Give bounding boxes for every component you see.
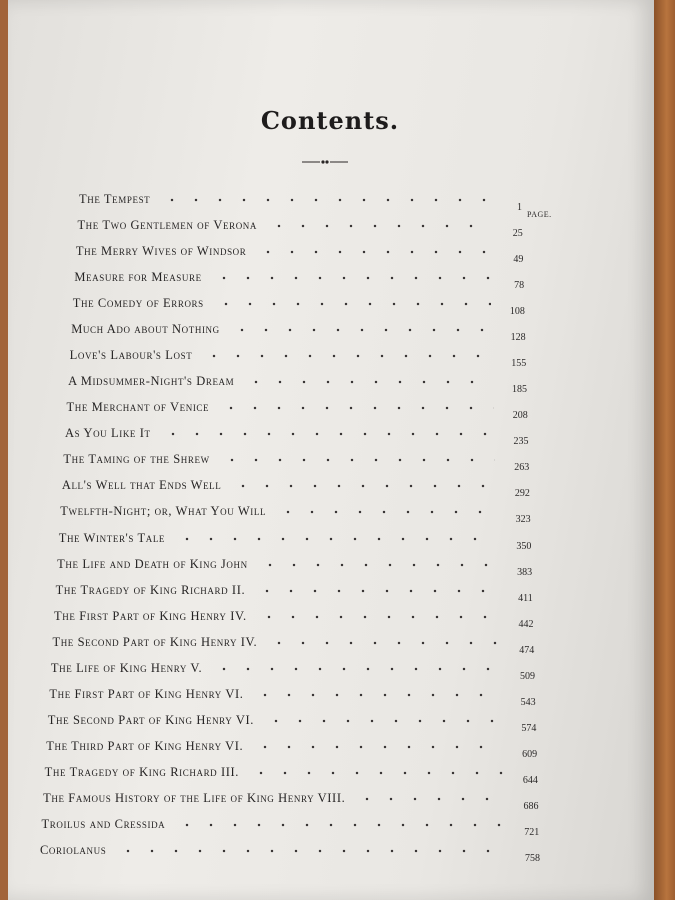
toc-entry [57, 557, 532, 577]
toc-entry-title: Measure for Measure [74, 270, 202, 285]
toc-entry-page: 49 [513, 254, 524, 266]
dot-leader [214, 302, 491, 306]
toc-entry [56, 583, 533, 603]
dot-leader [258, 563, 498, 567]
toc-entry-page: 474 [519, 644, 535, 656]
toc-entry-page: 155 [511, 358, 527, 370]
dot-leader [219, 406, 494, 410]
dot-leader [276, 510, 497, 514]
toc-entry-page: 411 [518, 592, 533, 604]
toc-entry [51, 661, 535, 681]
dot-leader [253, 745, 503, 749]
toc-entry-page: 128 [510, 332, 526, 344]
toc-entry [67, 400, 528, 420]
dot-leader [160, 198, 488, 202]
toc-entry-page: 609 [522, 748, 538, 760]
toc-entry-page: 721 [524, 826, 540, 838]
dot-leader [212, 276, 490, 280]
toc-entry [68, 374, 527, 394]
toc-entry-title: The Tempest [79, 192, 151, 206]
toc-entry-page: 78 [514, 280, 525, 292]
dot-leader [231, 484, 496, 488]
toc-entry-title: Troilus and Cressida [41, 816, 166, 831]
toc-entry [70, 348, 527, 368]
toc-entry-title: Love's Labour's Lost [69, 348, 193, 363]
toc-entry-page: 442 [518, 618, 534, 630]
toc-entry-page: 543 [520, 696, 536, 708]
toc-entry-title: The Winter's Tale [58, 530, 166, 545]
toc-entry [60, 504, 530, 524]
toc-entry-title: The First Part of King Henry IV. [54, 608, 247, 623]
toc-entry-page: 350 [516, 540, 532, 552]
toc-entry-title: The Famous History of the Life of King Henry VIII. [43, 790, 346, 805]
toc-entry-title: The First Part of King Henry VI. [49, 686, 244, 701]
dot-leader [253, 693, 501, 697]
dot-leader [116, 849, 506, 853]
toc-entry-title: The Life and Death of King John [57, 556, 248, 571]
toc-entry-title: As You Like It [64, 426, 151, 441]
toc-entry [43, 791, 538, 811]
dot-leader [220, 458, 496, 462]
toc-entry-page: 235 [513, 436, 529, 448]
toc-entry [40, 843, 540, 863]
toc-entry [76, 244, 524, 264]
toc-entry-title: The Taming of the Shrew [63, 452, 210, 467]
toc-entry-page: 574 [521, 722, 537, 734]
toc-entry-page: 758 [525, 853, 540, 864]
toc-entry [48, 713, 537, 733]
toc-entry [54, 609, 533, 629]
toc-entry [63, 452, 529, 472]
toc-entry [52, 635, 534, 655]
toc-entry [77, 218, 522, 238]
dot-leader [202, 354, 492, 358]
contents-heading: Contents. [260, 106, 400, 135]
dot-leader [257, 615, 500, 619]
toc-entry [79, 192, 522, 212]
dot-leader [264, 719, 502, 723]
dot-leader [267, 224, 489, 228]
toc-entry-title: The Tragedy of King Richard II. [55, 582, 246, 597]
toc-entry-page: 208 [512, 410, 528, 422]
toc-entry-page: 1 [517, 202, 522, 213]
dot-leader [175, 823, 505, 827]
toc-entry [74, 270, 524, 290]
page-column-label: PAGE. [527, 210, 552, 219]
toc-entry-page: 509 [519, 670, 535, 682]
dot-leader [212, 667, 501, 671]
toc-entry-page: 25 [512, 228, 523, 240]
toc-entry-title: The Two Gentlemen of Verona [77, 218, 257, 233]
toc-entry-title: Coriolanus [40, 843, 107, 857]
toc-entry-title: A Midsummer-Night's Dream [68, 374, 235, 389]
toc-entry [62, 478, 530, 498]
dot-leader [230, 328, 492, 332]
toc-entry-page: 644 [522, 774, 538, 786]
toc-entry [65, 426, 529, 446]
dot-leader [255, 589, 499, 593]
dot-leader [244, 380, 493, 384]
toc-entry-page: 108 [509, 306, 525, 318]
dot-leader [267, 641, 500, 645]
toc-entry [49, 687, 535, 707]
toc-entry-title: The Life of King Henry V. [50, 660, 203, 675]
toc-entry [45, 765, 538, 785]
dot-leader [161, 432, 495, 436]
toc-entry-title: The Comedy of Errors [72, 296, 204, 311]
toc-entry-page: 263 [514, 462, 530, 474]
toc-entry-title: The Third Part of King Henry VI. [46, 738, 244, 753]
toc-entry [42, 817, 540, 837]
toc-entry-title: Twelfth-Night; or, What You Will [60, 504, 267, 519]
toc-entry-page: 383 [517, 566, 533, 578]
toc-entry-page: 292 [514, 488, 530, 500]
toc-entry [59, 531, 532, 551]
toc-entry-title: All's Well that Ends Well [61, 478, 222, 493]
toc-entry-page: 185 [512, 384, 528, 396]
dot-leader [175, 537, 497, 541]
dot-leader [355, 797, 504, 801]
toc-entry-page: 686 [523, 800, 539, 812]
dot-leader [249, 771, 504, 775]
toc-entry-title: Much Ado about Nothing [71, 322, 220, 337]
toc-entry-title: The Merchant of Venice [66, 400, 210, 415]
toc-entry-page: 323 [515, 514, 531, 526]
toc-entry-title: The Tragedy of King Richard III. [44, 764, 240, 779]
dot-leader [256, 250, 489, 254]
toc-entry-title: The Merry Wives of Windsor [75, 244, 247, 259]
toc-entry [46, 739, 537, 759]
toc-entry [73, 296, 525, 316]
toc-entry [71, 322, 525, 342]
toc-entry-title: The Second Part of King Henry IV. [52, 634, 258, 649]
toc-entry-title: The Second Part of King Henry VI. [47, 712, 254, 727]
